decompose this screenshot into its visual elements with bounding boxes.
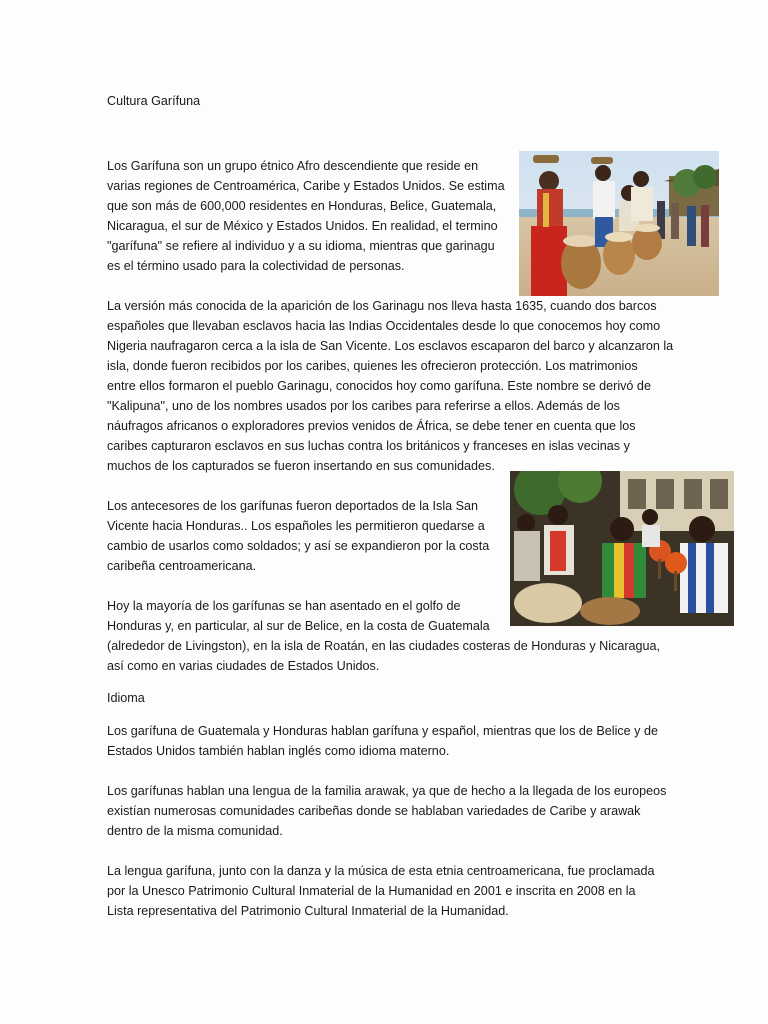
paragraph-7-line: Lista representativa del Patrimonio Cultural Inmaterial de la Humanidad.: [107, 904, 509, 918]
paragraph-1-line: que son más de 600,000 residentes en Honduras, Belice, Guatemala,: [107, 199, 497, 213]
section-heading-idioma: Idioma: [107, 691, 145, 705]
paragraph-7-line: La lengua garífuna, junto con la danza y la música de esta etnia centroamericana, fue proclamada: [107, 864, 655, 878]
paragraph-6-line: existían numerosas comunidades caribeñas donde se hablaban variedades de Caribe y arawak: [107, 804, 641, 818]
paragraph-1-line: Nicaragua, el sur de México y Estados Unidos. En realidad, el termino: [107, 219, 498, 233]
paragraph-2-line: muchos de los capturados se fueron insertando en sus comunidades.: [107, 459, 495, 473]
garifuna-drummers-beach-photo: [519, 151, 719, 296]
paragraph-1-line: "garífuna" se refiere al individuo y a su idioma, mientras que garinagu: [107, 239, 495, 253]
paragraph-2-line: náufragos africanos o exploradores previos venidos de África, se debe tener en cuenta que los: [107, 419, 636, 433]
paragraph-2-line: "Kalipuna", uno de los nombres usados por los caribes para referirse a ellos. Además de los: [107, 399, 620, 413]
paragraph-6-line: Los garífunas hablan una lengua de la familia arawak, ya que de hecho a la llegada de los europeos: [107, 784, 667, 798]
paragraph-2-line: isla, donde fueron recibidos por los caribes, quienes les ofrecieron protección. Los matrimonios: [107, 359, 638, 373]
paragraph-3-line: cambio de usarlos como soldados; y así se expandieron por la costa: [107, 539, 490, 553]
document-title: Cultura Garífuna: [107, 94, 201, 108]
paragraph-7-line: por la Unesco Patrimonio Cultural Inmaterial de la Humanidad en 2001 e inscrita en 2008 en la: [107, 884, 636, 898]
paragraph-5-line: Estados Unidos también hablan inglés como idioma materno.: [107, 744, 450, 758]
paragraph-2-line: Nigeria naufragaron cerca a la isla de San Vicente. Los esclavos escaparon del barco y alcanzaron la: [107, 339, 674, 353]
paragraph-6-line: dentro de la misma comunidad.: [107, 824, 283, 838]
paragraph-5-line: Los garífuna de Guatemala y Honduras hablan garífuna y español, mientras que los de Belice y de: [107, 724, 658, 738]
paragraph-4-line: así como en varias ciudades de Estados Unidos.: [107, 659, 380, 673]
paragraph-2-line: caribes capturaron esclavos en sus luchas contra los británicos y franceses en islas vecinas y: [107, 439, 630, 453]
paragraph-4-line: Honduras y, en particular, al sur de Belice, en la costa de Guatemala: [107, 619, 490, 633]
paragraph-3-line: Vicente hacia Honduras.. Los españoles les permitieron quedarse a: [107, 519, 485, 533]
paragraph-1-line: Los Garífuna son un grupo étnico Afro descendiente que reside en: [107, 159, 479, 173]
paragraph-3-line: caribeña centroamericana.: [107, 559, 257, 573]
paragraph-2-line: españoles que llevaban esclavos hacia las Indias Occidentales desde lo que conocemos hoy como: [107, 319, 661, 333]
garifuna-children-drumming-photo: [510, 471, 734, 626]
paragraph-1-line: es el término usado para la colectividad de personas.: [107, 259, 405, 273]
paragraph-2-line: La versión más conocida de la aparición de los Garinagu nos lleva hasta 1635, cuando dos barcos: [107, 299, 657, 313]
paragraph-4-line: (alrededor de Livingston), en la isla de Roatán, en las ciudades costeras de Honduras y Nicaragua,: [107, 639, 661, 653]
paragraph-1-line: varias regiones de Centroamérica, Caribe y Estados Unidos. Se estima: [107, 179, 505, 193]
paragraph-3-line: Los antecesores de los garífunas fueron deportados de la Isla San: [107, 499, 479, 513]
paragraph-2-line: entre ellos formaron el pueblo Garinagu, conocidos hoy como garífuna. Este nombre se derivó de: [107, 379, 651, 393]
paragraph-4-line: Hoy la mayoría de los garífunas se han asentado en el golfo de: [107, 599, 461, 613]
